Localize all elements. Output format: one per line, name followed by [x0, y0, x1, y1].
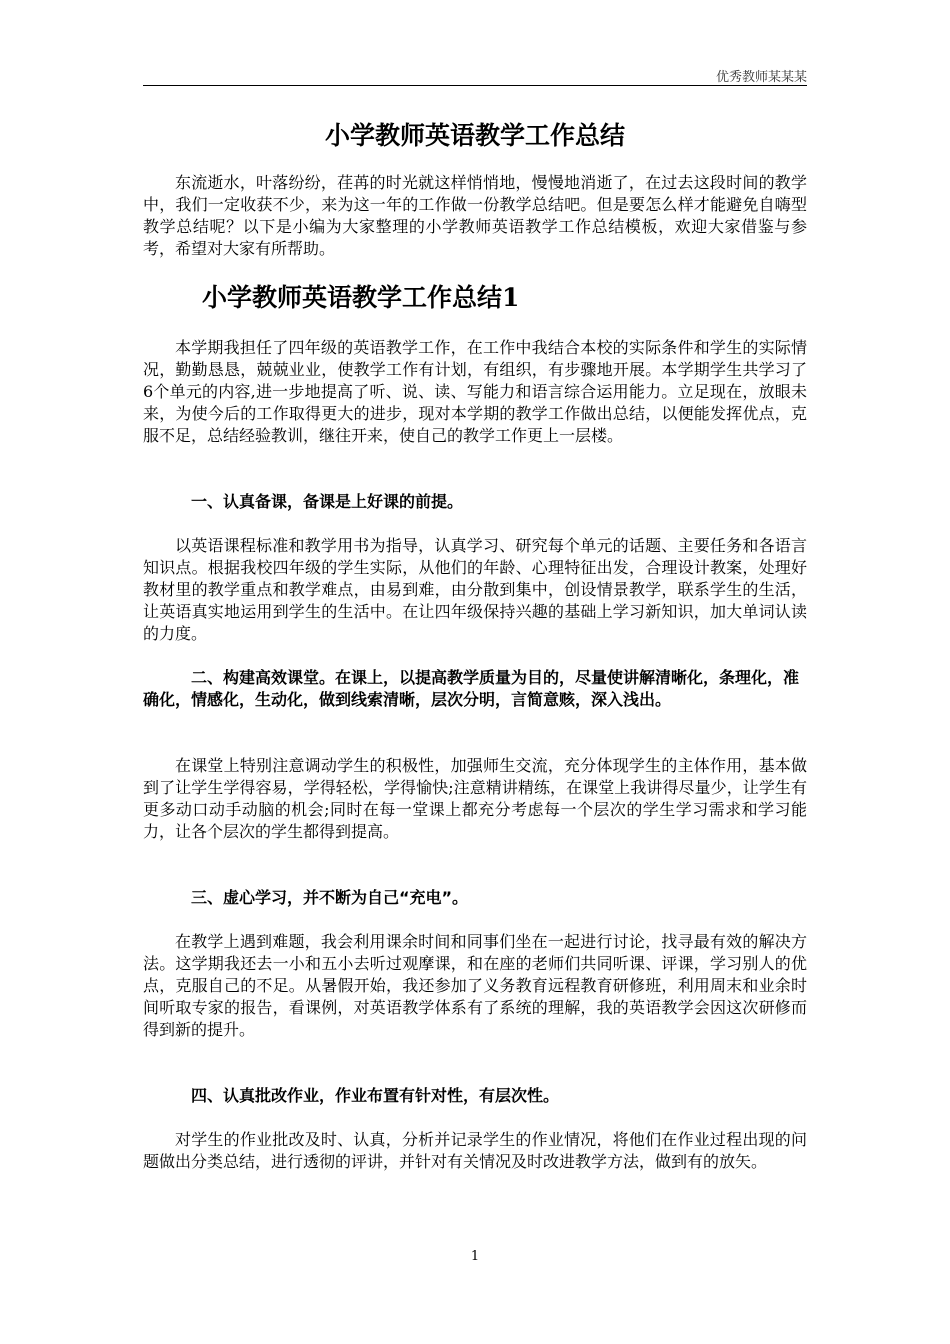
- section-heading-1: 一、认真备课，备课是上好课的前提。: [191, 492, 464, 511]
- section-body-2: 在课堂上特别注意调动学生的积极性，加强师生交流，充分体现学生的主体作用，基本做到了让学生学得容易，学得轻松，学得愉快;注意精讲精练，在课堂上我讲得尽量少，让学生有更多动口动手动脑的机会;同时在每一堂课上都充分考虑每一个层次的学生学习需求和学习能力，让各个层次的学生都得到提高。: [143, 756, 807, 841]
- opening-paragraph: 本学期我担任了四年级的英语教学工作，在工作中我结合本校的实际条件和学生的实际情况，勤勤恳恳，兢兢业业，使教学工作有计划，有组织，有步骤地开展。本学期学生共学习了6个单元的内容,进一步地提高了听、说、读、写能力和语言综合运用能力。立足现在，放眼未来，为使今后的工作取得更大的进步，现对本学期的教学工作做出总结，以便能发挥优点，克服不足，总结经验教训，继往开来，使自己的教学工作更上一层楼。: [143, 338, 807, 445]
- section-body-3: 在教学上遇到难题，我会利用课余时间和同事们坐在一起进行讨论，找寻最有效的解决方法。这学期我还去一小和五小去听过观摩课，和在座的老师们共同听课、评课，学习别人的优点，克服自己的不足。从暑假开始，我还参加了义务教育远程教育研修班，利用周末和业余时间听取专家的报告，看课例，对英语教学体系有了系统的理解，我的英语教学会因这次研修而得到新的提升。: [143, 932, 807, 1039]
- section-heading-4: 四、认真批改作业，作业布置有针对性，有层次性。: [191, 1086, 560, 1105]
- section-subtitle: 小学教师英语教学工作总结1: [202, 283, 520, 312]
- section-body-1: 以英语课程标准和教学用书为指导，认真学习、研究每个单元的话题、主要任务和各语言知识点。根据我校四年级的学生实际，从他们的年龄、心理特征出发，合理设计教案，处理好教材里的教学重点和教学难点，由易到难，由分散到集中，创设情景教学，联系学生的生活，让英语真实地运用到学生的生活中。在让四年级保持兴趣的基础上学习新知识，加大单词认读的力度。: [143, 536, 807, 643]
- document-title: 小学教师英语教学工作总结: [324, 121, 625, 150]
- header-divider: [143, 85, 807, 86]
- page-number: 1: [470, 1249, 480, 1264]
- header-label: 优秀教师某某某: [715, 70, 807, 85]
- intro-paragraph: 东流逝水，叶落纷纷，荏苒的时光就这样悄悄地，慢慢地消逝了，在过去这段时间的教学中，我们一定收获不少，来为这一年的工作做一份教学总结吧。但是要怎么样才能避免自嗨型教学总结呢？以下是小编为大家整理的小学教师英语教学工作总结模板，欢迎大家借鉴与参考，希望对大家有所帮助。: [143, 173, 807, 258]
- section-body-4: 对学生的作业批改及时、认真，分析并记录学生的作业情况，将他们在作业过程出现的问题做出分类总结，进行透彻的评讲，并针对有关情况及时改进教学方法，做到有的放矢。: [143, 1130, 807, 1171]
- section-heading-3: 三、虚心学习，并不断为自己“充电”。: [191, 888, 469, 907]
- section-heading-2: 二、构建高效课堂。在课上，以提高教学质量为目的，尽量使讲解清晰化，条理化，准确化，情感化，生动化，做到线索清晰，层次分明，言简意赅，深入浅出。: [143, 668, 800, 709]
